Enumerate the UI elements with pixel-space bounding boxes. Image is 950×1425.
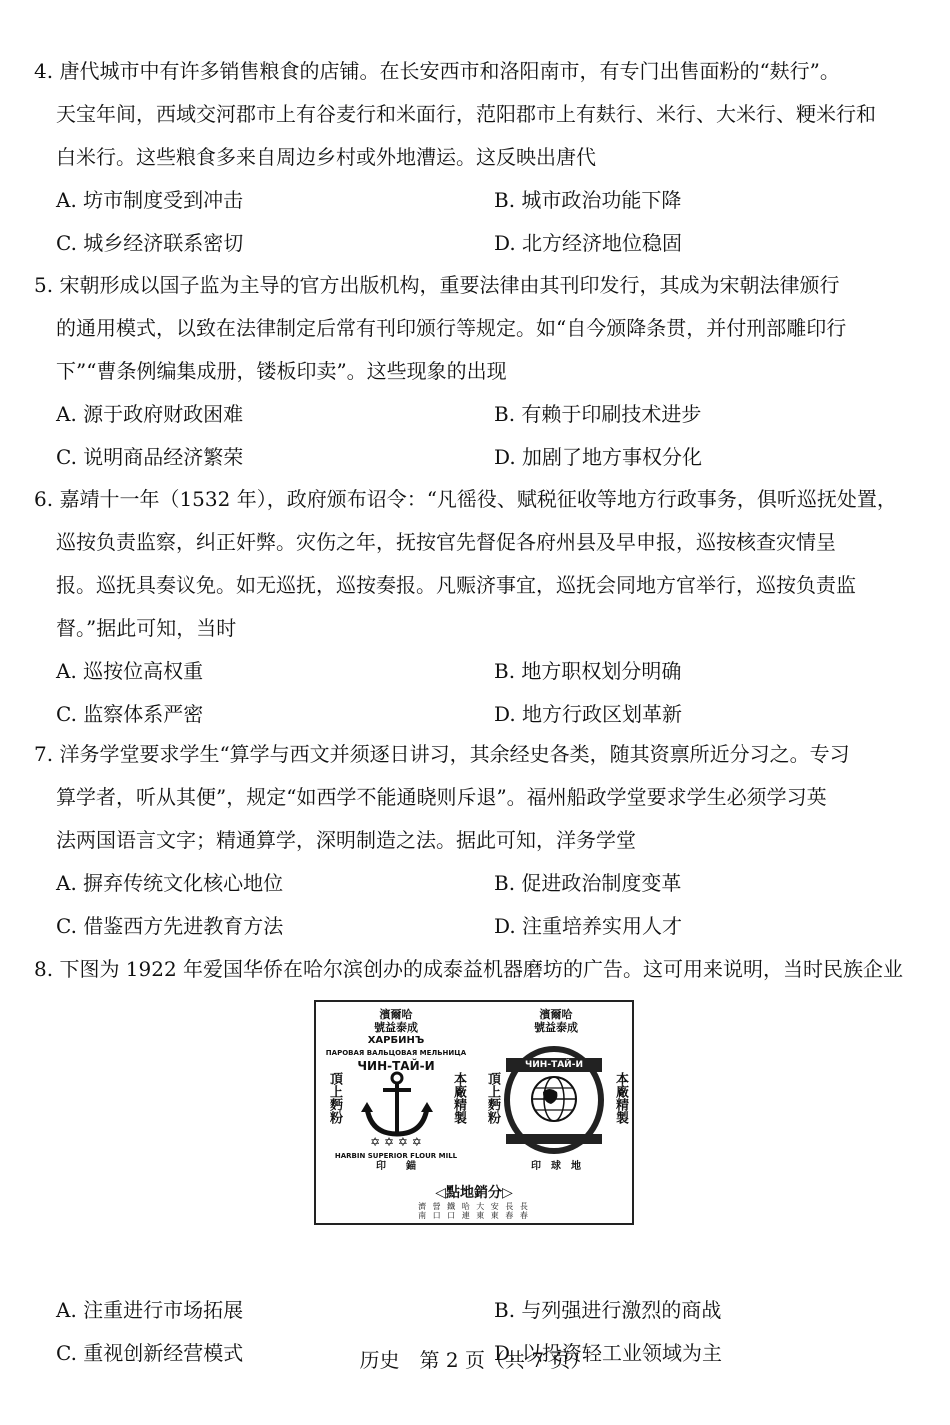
- flour-mill-advertisement: [314, 1000, 634, 1225]
- ad-vertical-right: 本廠精製: [613, 1072, 628, 1124]
- question-stem-line: 5. 宋朝形成以国子监为主导的官方出版机构，重要法律由其刊印发行，其成为宋朝法律颁行: [34, 273, 840, 297]
- question-5: [34, 264, 894, 479]
- options: [34, 179, 894, 265]
- ad-brand-name: ЧИН-ТАЙ-И: [357, 1059, 435, 1073]
- question-stem-line: 7. 洋务学堂要求学生“算学与西文并须逐日讲习，其余经史各类，随其资禀所近分习之。专习: [34, 742, 850, 766]
- cities-row: 濟 營 鐵 哈 大 安 長 長: [418, 1202, 530, 1211]
- option-a: A. 摒弃传统文化核心地位: [56, 871, 284, 895]
- ad-russian-city: ХАРБИНЪ: [367, 1035, 425, 1046]
- left-flour-bag-label: [321, 1008, 471, 1172]
- option-a: A. 巡按位高权重: [56, 659, 204, 683]
- question-stem-line: 报。巡抚具奏议免。如无巡抚，巡按奏报。凡赈济事宜，巡抚会同地方官举行，巡按负责监: [56, 573, 856, 597]
- option-d: D. 注重培养实用人才: [494, 914, 683, 938]
- option-d: D. 以投资轻工业领域为主: [494, 1341, 723, 1365]
- options: [34, 650, 894, 736]
- seal-band: ЧИН-ТАЙ-И: [506, 1058, 602, 1072]
- seal-band-bottom: [506, 1134, 602, 1144]
- option-d: D. 北方经济地位稳固: [494, 231, 683, 255]
- question-stem-line: 白米行。这些粮食多来自周边乡村或外地漕运。这反映出唐代: [56, 145, 596, 169]
- ad-vertical-right: 本廠精製: [451, 1072, 466, 1124]
- ad-brand-globe: 印 球 地: [531, 1161, 581, 1172]
- cities-row: 南 口 口 連 東 東 春 春: [418, 1211, 530, 1220]
- ad-city-text: 濱爾哈: [539, 1008, 573, 1021]
- ad-brand-anchor: 印 錨: [376, 1161, 416, 1172]
- question-6: [34, 478, 897, 736]
- options: [34, 862, 894, 948]
- option-c: C. 说明商品经济繁荣: [56, 445, 244, 469]
- option-b: B. 城市政治功能下降: [494, 188, 682, 212]
- question-4: [34, 50, 894, 265]
- question-stem-line: 4. 唐代城市中有许多销售粮食的店铺。在长安西市和洛阳南市，有专门出售面粉的“麸行”。: [34, 59, 840, 83]
- ad-city-text: 濱爾哈: [379, 1008, 413, 1021]
- ad-company-text: 號益泰成: [374, 1021, 418, 1034]
- branches-title: ◁點地銷分▷: [435, 1185, 513, 1201]
- question-stem-line: 巡按负责监察，纠正奸弊。灾伤之年，抚按官先督促各府州县及早申报，巡按核查灾情呈: [56, 530, 836, 554]
- option-a: A. 注重进行市场拓展: [56, 1298, 244, 1322]
- option-b: B. 促进政治制度变革: [494, 871, 682, 895]
- options: [34, 393, 894, 479]
- question-stem-line: 6. 嘉靖十一年（1532 年），政府颁布诏令：“凡徭役、赋税征收等地方行政事务，俱听巡抚处置，: [34, 487, 897, 511]
- ad-vertical-left: 頂上麪粉: [485, 1072, 500, 1124]
- ad-vertical-left: 頂上麪粉: [327, 1072, 342, 1124]
- question-stem-line: 8. 下图为 1922 年爱国华侨在哈尔滨创办的成泰益机器磨坊的广告。这可用来说明，当时民族企业: [34, 957, 904, 981]
- page-footer: 历史 第 2 页（共 7 页）: [359, 1348, 591, 1372]
- question-stem-line: 的通用模式，以致在法律制定后常有刊印颁行等规定。如“自今颁降条贯，并付刑部雕印行: [56, 316, 847, 340]
- option-c: C. 借鉴西方先进教育方法: [56, 914, 284, 938]
- cities-list: [316, 1202, 632, 1220]
- ad-stars: ✡ ✡ ✡ ✡: [370, 1135, 422, 1149]
- option-a: A. 源于政府财政困难: [56, 402, 244, 426]
- option-c: C. 监察体系严密: [56, 702, 204, 726]
- question-stem-line: 算学者，听从其便”，规定“如西学不能通晓则斥退”。福州船政学堂要求学生必须学习英: [56, 785, 827, 809]
- question-stem-line: 天宝年间，西域交河郡市上有谷麦行和米面行，范阳郡市上有麸行、米行、大米行、粳米行和: [56, 102, 876, 126]
- question-stem-line: 下”“曹条例编集成册，镂板印卖”。这些现象的出现: [56, 359, 507, 383]
- option-c: C. 城乡经济联系密切: [56, 231, 244, 255]
- globe-icon: [529, 1074, 579, 1124]
- option-a: A. 坊市制度受到冲击: [56, 188, 244, 212]
- ad-english-name: HARBIN SUPERIOR FLOUR MILL: [334, 1152, 458, 1160]
- option-c: C. 重视创新经营模式: [56, 1341, 244, 1365]
- anchor-icon: [359, 1070, 435, 1142]
- option-b: B. 有赖于印刷技术进步: [494, 402, 702, 426]
- question-stem-line: 督。”据此可知，当时: [56, 616, 237, 640]
- ad-russian-mill: ПАРОВАЯ ВАЛЬЦОВАЯ МЕЛЬНИЦА: [325, 1049, 467, 1057]
- question-7: [34, 733, 894, 948]
- option-b: B. 与列强进行激烈的商战: [494, 1298, 722, 1322]
- option-d: D. 地方行政区划革新: [494, 702, 683, 726]
- option-d: D. 加剧了地方事权分化: [494, 445, 703, 469]
- question-stem-line: 法两国语言文字；精通算学，深明制造之法。据此可知，洋务学堂: [56, 828, 636, 852]
- option-b: B. 地方职权划分明确: [494, 659, 682, 683]
- ad-company-text: 號益泰成: [534, 1021, 578, 1034]
